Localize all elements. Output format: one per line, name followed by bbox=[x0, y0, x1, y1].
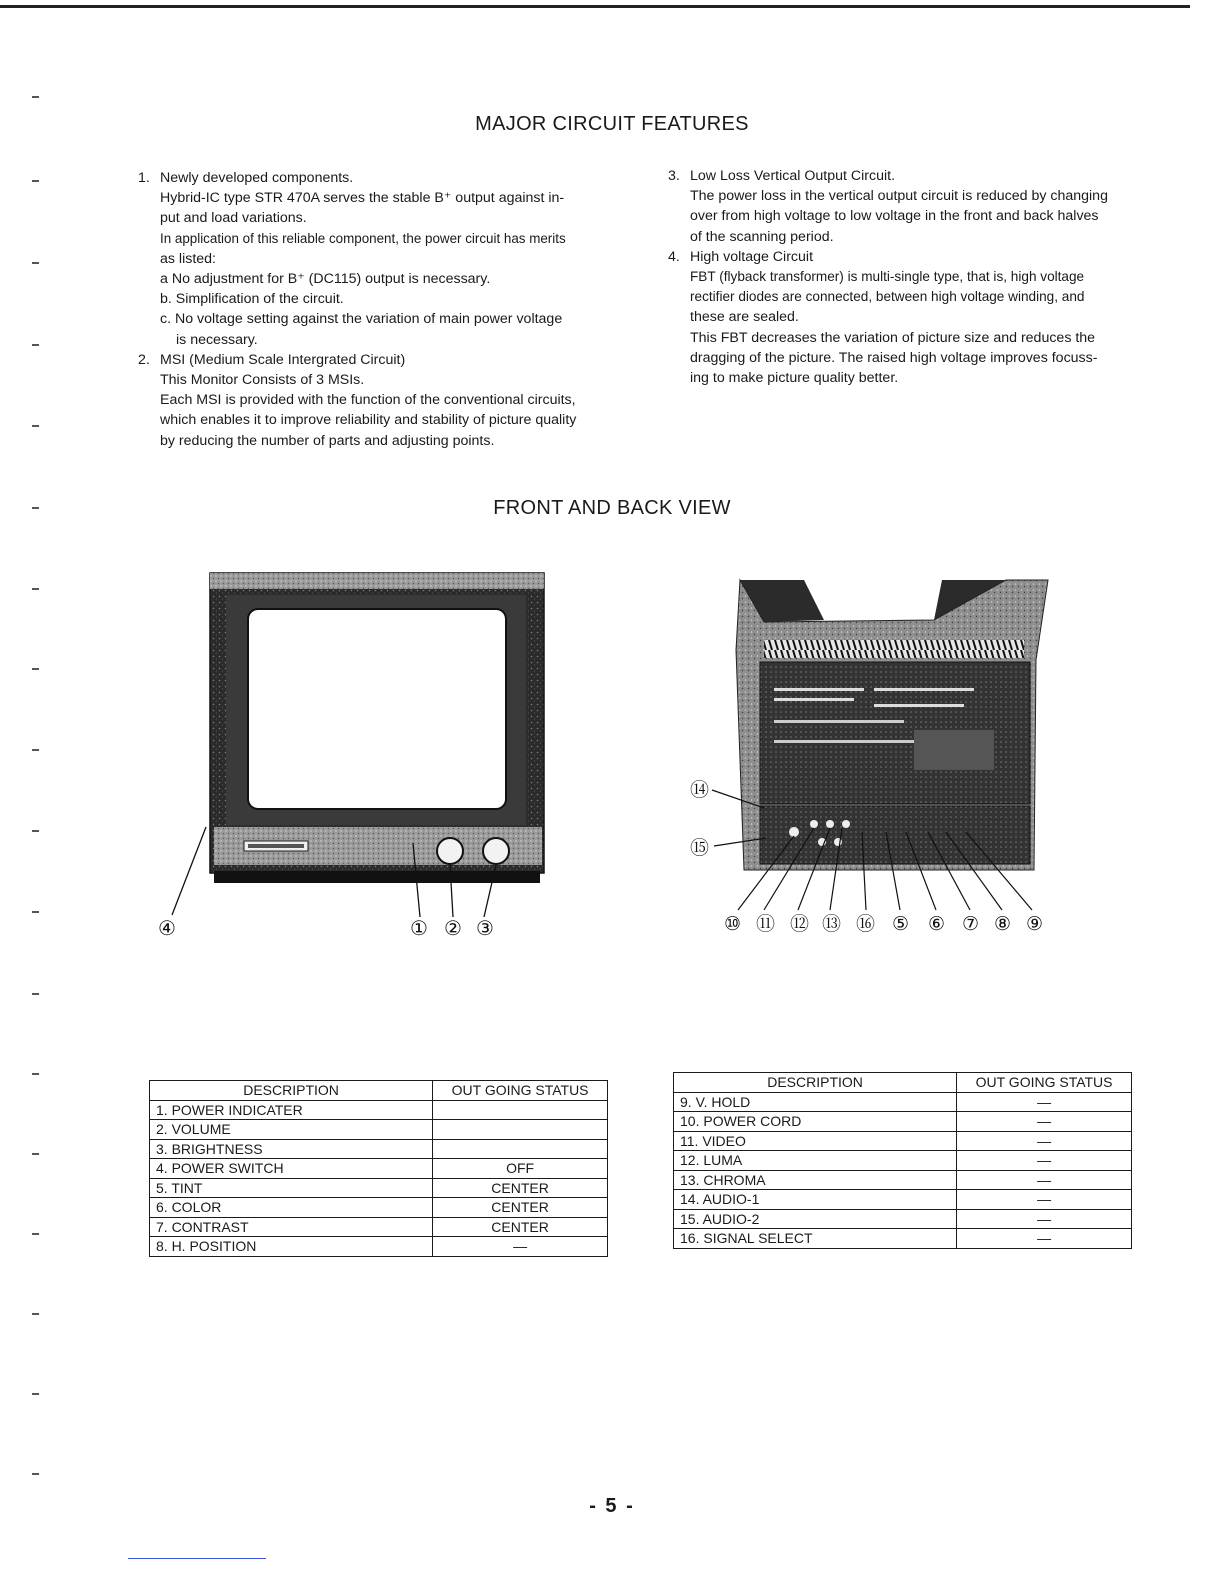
feature-item-2: 2. MSI (Medium Scale Intergrated Circuit) This Monitor Consists of 3 MSIs. Each MSI is provided with the function of the conventional circuits, which enables it to improve reliability and stability of picture quality by reducing the number of parts and adjusting points. bbox=[138, 351, 577, 449]
table-row: 6. COLOR CENTER bbox=[150, 1198, 608, 1218]
margin-punch-marks bbox=[30, 0, 44, 1584]
bottom-link-underline bbox=[128, 1558, 266, 1559]
table-header-row bbox=[674, 1073, 1132, 1093]
table-row: 13. CHROMA — bbox=[674, 1170, 1132, 1190]
feature-item-3: 3. Low Loss Vertical Output Circuit. The power loss in the vertical output circuit is reduced by changing over from high voltage to low voltage in the front and back halves of the scanning period. bbox=[668, 168, 1108, 245]
callout-1: ① bbox=[410, 916, 428, 940]
callout-5: ⑤ bbox=[892, 913, 910, 935]
table-row: 9. V. HOLD — bbox=[674, 1092, 1132, 1112]
top-rule bbox=[0, 5, 1190, 8]
callout-14: ⑭ bbox=[690, 779, 710, 801]
table-row: 15. AUDIO-2 — bbox=[674, 1209, 1132, 1229]
callout-7: ⑦ bbox=[962, 913, 980, 935]
front-view-figure bbox=[140, 565, 560, 950]
callout-12: ⑫ bbox=[790, 913, 810, 935]
table-row: 4. POWER SWITCH OFF bbox=[150, 1159, 608, 1179]
feature-item-1: 1. Newly developed components. Hybrid-IC type STR 470A serves the stable B⁺ output against in- put and load variations. In application of this reliable component, the power circuit has merits as listed: a No adjustment for B⁺ (DC115) output is necessary. b. Simplification of the circuit. c. No voltage setting against the variation of main power voltage is necessary. bbox=[138, 170, 566, 348]
major-circuit-features-heading: MAJOR CIRCUIT FEATURES bbox=[475, 113, 749, 135]
column-header-status: OUT GOING STATUS bbox=[957, 1073, 1132, 1093]
right-column bbox=[668, 166, 1138, 388]
column-header-description: DESCRIPTION bbox=[674, 1073, 957, 1093]
callout-11: ⑪ bbox=[756, 913, 776, 935]
callout-8: ⑧ bbox=[994, 913, 1012, 935]
callout-6: ⑥ bbox=[928, 913, 946, 935]
table-row: 16. SIGNAL SELECT — bbox=[674, 1229, 1132, 1249]
callout-16: ⑯ bbox=[856, 913, 876, 935]
table-row: 14. AUDIO-1 — bbox=[674, 1190, 1132, 1210]
callout-15: ⑮ bbox=[690, 837, 710, 859]
callout-3: ③ bbox=[476, 916, 494, 940]
table-row: 2. VOLUME bbox=[150, 1120, 608, 1140]
left-column bbox=[138, 168, 618, 451]
monitor-screen bbox=[248, 609, 506, 809]
table-row: 1. POWER INDICATER bbox=[150, 1100, 608, 1120]
table-row: 5. TINT CENTER bbox=[150, 1178, 608, 1198]
callout-13: ⑬ bbox=[822, 913, 842, 935]
monitor-base bbox=[214, 871, 540, 883]
rear-jack-panel bbox=[760, 806, 1030, 864]
feature-item-4: 4. High voltage Circuit FBT (flyback transformer) is multi-single type, that is, high voltage rectifier diodes are connected, between high voltage winding, and these are sealed. This FBT decreases the variation of picture size and reduces the dragging of the picture. The raised high voltage improves focuss- ing to make picture quality better. bbox=[668, 248, 1098, 387]
column-header-description: DESCRIPTION bbox=[150, 1081, 433, 1101]
brightness-knob bbox=[483, 838, 509, 864]
table-row: 8. H. POSITION — bbox=[150, 1237, 608, 1257]
callout-10: ⑩ bbox=[724, 913, 742, 935]
callout-4: ④ bbox=[158, 916, 176, 940]
column-header-status: OUT GOING STATUS bbox=[433, 1081, 608, 1101]
front-and-back-view-heading: FRONT AND BACK VIEW bbox=[493, 497, 731, 519]
table-header-row bbox=[150, 1081, 608, 1101]
back-view-figure bbox=[684, 570, 1060, 940]
rear-connectors-table bbox=[673, 1072, 1132, 1249]
volume-knob bbox=[437, 838, 463, 864]
table-row: 3. BRIGHTNESS bbox=[150, 1139, 608, 1159]
callout-9: ⑨ bbox=[1026, 913, 1044, 935]
page-number: - 5 - bbox=[589, 1495, 635, 1517]
table-row: 11. VIDEO — bbox=[674, 1131, 1132, 1151]
table-row: 12. LUMA — bbox=[674, 1151, 1132, 1171]
table-row: 7. CONTRAST CENTER bbox=[150, 1217, 608, 1237]
table-row: 10. POWER CORD — bbox=[674, 1112, 1132, 1132]
callout-2: ② bbox=[444, 916, 462, 940]
front-controls-table bbox=[149, 1080, 608, 1257]
